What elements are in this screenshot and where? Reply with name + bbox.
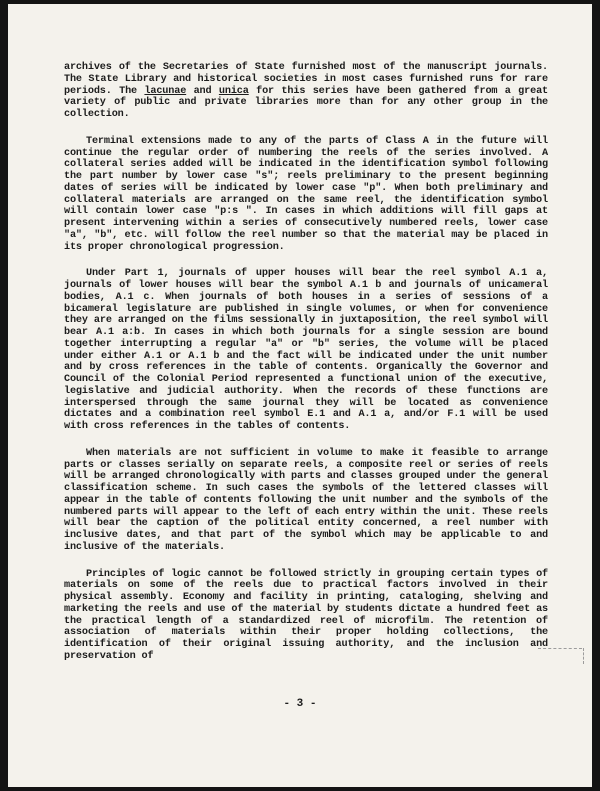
term-unica: unica <box>218 85 249 97</box>
term-lacunae: lacunae <box>144 85 187 97</box>
paragraph-1 <box>64 62 548 121</box>
body-text <box>64 62 548 678</box>
document-page <box>8 4 592 787</box>
page-number: - 3 - <box>283 698 317 710</box>
scan-artifact <box>538 648 582 649</box>
paragraph-1-and: and <box>186 85 219 97</box>
paragraph-4: When materials are not sufficient in volume to make it feasible to arrange parts or classes serially on separate reels, a composite reel or series of reels will be arranged chronologically with parts and classes grouped under the general classification scheme. In such cases the symbols of the lettered classes will appear in the table of contents following the unit number and the symbols of the numbered parts will appear to the left of each entry within the unit. These reels will bear the caption of the political entity concerned, a reel number with inclusive dates, and that part of the symbol which may be applicable to and inclusive of the materials. <box>64 447 548 553</box>
paragraph-2: Terminal extensions made to any of the parts of Class A in the future will continue the regular order of numbering the reels of the series involved. A collateral series added will be indicated in the identification symbol following the part number by lower case "s"; reels preliminary to the present beginning dates of series will be indicated by lower case "p". When both preliminary and collateral materials are arranged on the same reel, the identification symbol will contain lower case "p:s ". In cases in which additions will fill gaps at present intervening within a series of consecutively numbered reels, lower case "a", "b", etc. will follow the reel number so that the material may be placed in its proper chronological progression. <box>64 135 548 253</box>
paragraph-3: Under Part 1, journals of upper houses will bear the reel symbol A.1 a, journals of lower houses will bear the symbol A.1 b and journals of unicameral bodies, A.1 c. When journals of both houses in a series of sessions of a bicameral legislature are published in single volumes, or when for convenience they are arranged on the films sessionally in juxtaposition, the reel symbol will bear A.1 a:b. In cases in which both journals for a single session are bound together interrupting a regular "a" or "b" series, the volume will be placed under either A.1 or A.1 b and the fact will be indicated under the unit number and by cross references in the table of contents. Organically the Governor and Council of the Colonial Period represented a functional union of the executive, legislative and judicial authority. When the records of these functions are interspersed through the same journal they will be located as convenience dictates and a combination reel symbol E.1 and A.1 a, and/or F.1 will be used with cross references in the tables of contents. <box>64 268 548 432</box>
scan-artifact <box>583 648 584 664</box>
paragraph-1-start: archives of the Secretaries of State furnished most of the manuscript journals. The State Library and historical societies in most cases furnished runs for rare periods. The <box>64 62 548 97</box>
paragraph-1-end: for this series have been gathered from a great variety of public and private libraries more than for any other group in the collection. <box>64 85 548 120</box>
paragraph-5: Principles of logic cannot be followed strictly in grouping certain types of materials on some of the reels due to practical factors involved in their physical assembly. Economy and facility in printing, cataloging, shelving and marketing the reels and use of the material by students dictate a hundred feet as the practical length of a standardized reel of microfilm. The retention of association of materials within their proper holding collections, the identification of their original issuing authority, and the inclusion and preservation of <box>64 568 548 662</box>
